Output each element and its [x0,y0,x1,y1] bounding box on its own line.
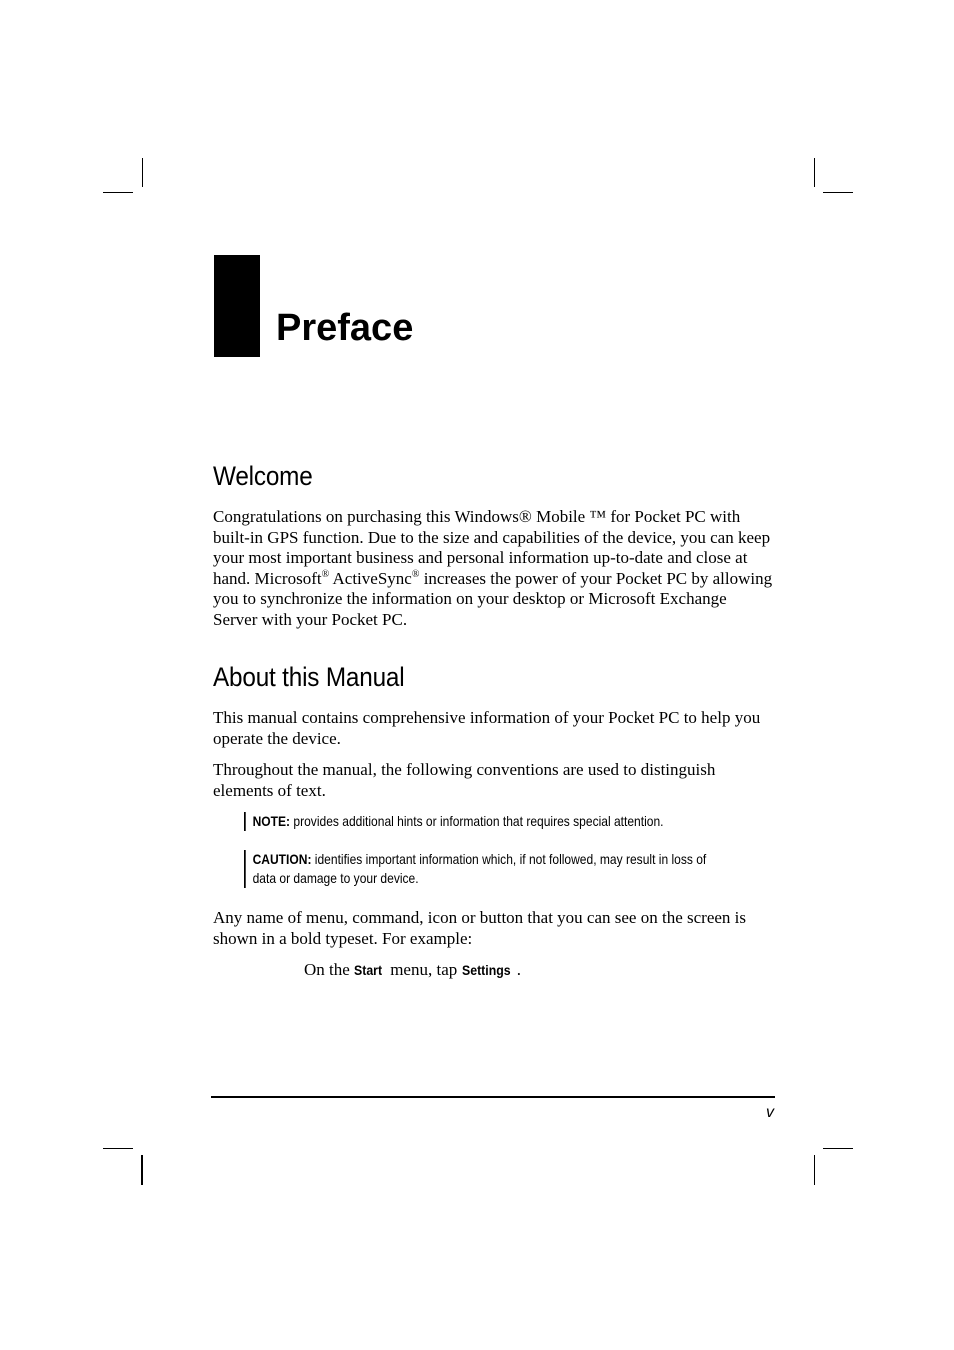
about-paragraph-1: This manual contains comprehensive information of your Pocket PC to help you operate the device. [213,708,761,748]
caution-label: CAUTION: [252,851,312,867]
caution-callout [244,850,713,888]
crop-mark-bottom-right-vertical [814,1155,815,1185]
chapter-title: Preface [276,307,414,349]
welcome-text-part-2: ActiveSync [329,568,412,588]
example-item-name: Settings [461,962,511,978]
about-paragraph-3: Any name of menu, command, icon or button that you can see on the screen is shown in a bold typeset. For example: [213,908,746,948]
crop-mark-top-left-horizontal [103,192,133,193]
footer-rule [211,1096,775,1098]
crop-mark-bottom-left-horizontal [103,1148,133,1149]
note-text: provides additional hints or information that requires special attention. [290,813,664,829]
example-suffix: . [516,960,521,979]
crop-mark-bottom-right-horizontal [823,1148,853,1149]
chapter-marker-block [214,255,260,357]
caution-text: identifies important information which, if not followed, may result in loss of data or damage to your device. [252,851,707,886]
welcome-heading: Welcome [213,461,313,491]
note-label: NOTE: [252,813,291,829]
crop-mark-bottom-left-vertical [141,1155,143,1185]
welcome-text-part-1: Congratulations on purchasing this Windows® Mobile ™ for Pocket PC with built-in GPS function. Due to the size and capabilities of the device, you can keep your most important business and personal information up-to-date and close at hand. Microsoft [213,507,771,588]
crop-mark-top-right-vertical [814,158,815,187]
page-number: v [766,1104,774,1121]
example-menu-name: Start [354,962,383,978]
welcome-paragraph [213,507,775,630]
example-prefix: On the [304,960,355,979]
registered-mark: ® [321,568,330,580]
crop-mark-top-left-vertical [142,158,143,187]
about-manual-heading: About this Manual [213,662,405,692]
note-callout [244,812,713,831]
registered-mark: ® [411,568,420,580]
welcome-text-part-3: increases the power of your Pocket PC by allowing you to synchronize the information on your desktop or Microsoft Exchange Server with your Pocket PC. [213,568,773,629]
example-middle: menu, tap [385,960,462,979]
crop-mark-top-right-horizontal [823,192,853,193]
bold-typeset-example [304,960,521,980]
about-paragraph-2: Throughout the manual, the following conventions are used to distinguish elements of text. [213,760,716,800]
